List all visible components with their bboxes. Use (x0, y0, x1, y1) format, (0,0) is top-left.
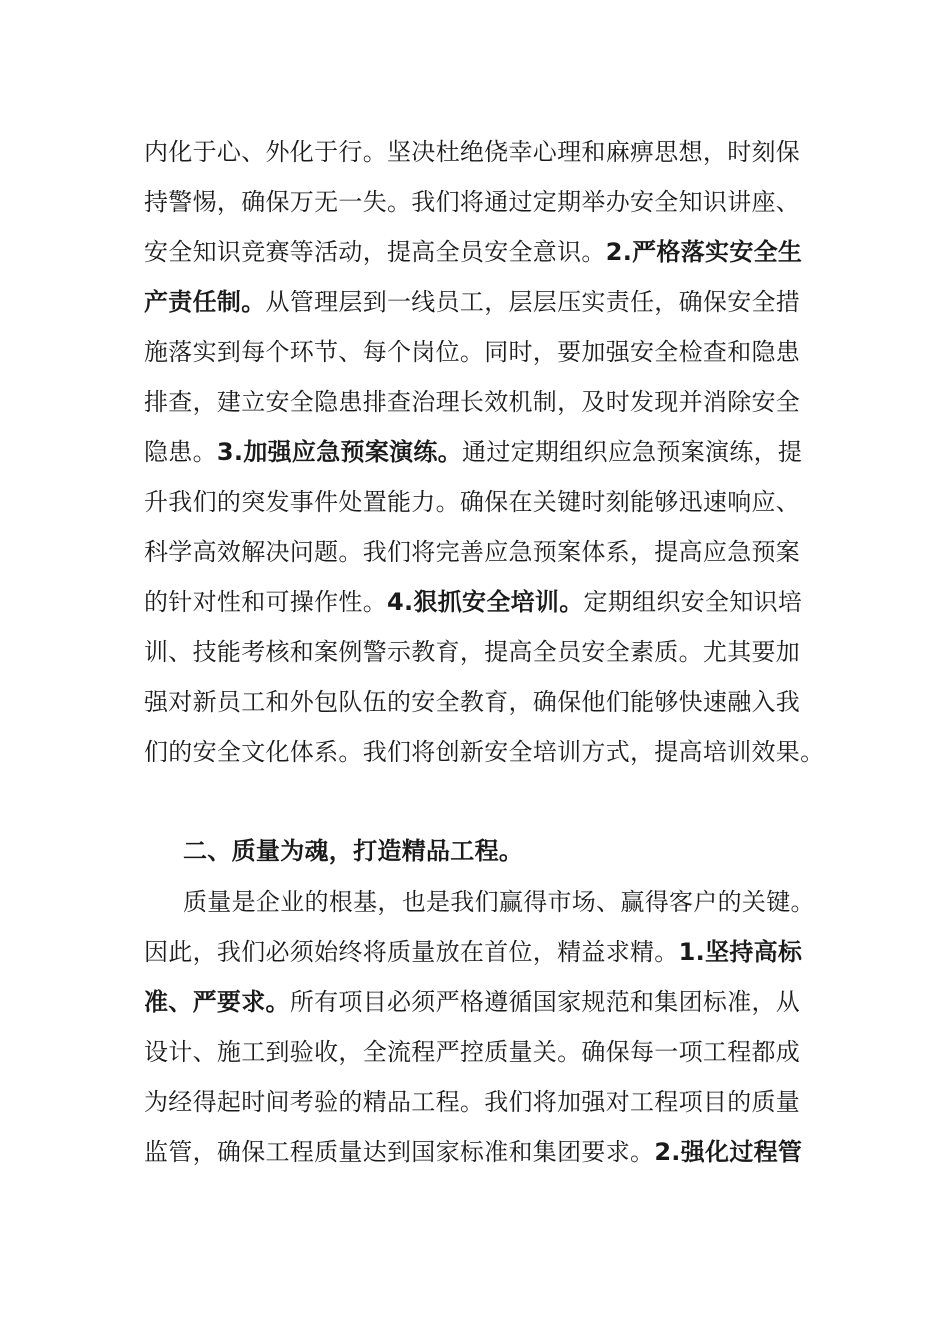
text-line: 准、严要求。所有项目必须严格遵循国家规范和集团标准，从 (144, 988, 801, 1016)
bold-heading-text: 4.狠抓安全培训。 (387, 588, 584, 616)
text-line: 质量是企业的根基，也是我们赢得市场、赢得客户的关键。 (183, 888, 815, 916)
text-line: 排查，建立安全隐患排查治理长效机制，及时发现并消除安全 (144, 388, 801, 416)
text-line: 的针对性和可操作性。4.狠抓安全培训。定期组织安全知识培 (144, 588, 803, 616)
text-line: 强对新员工和外包队伍的安全教育，确保他们能够快速融入我 (144, 688, 801, 716)
text-line: 们的安全文化体系。我们将创新安全培训方式，提高培训效果。 (144, 738, 825, 766)
text-line: 安全知识竞赛等活动，提高全员安全意识。2.严格落实安全生 (144, 238, 803, 266)
text-line: 监管，确保工程质量达到国家标准和集团要求。2.强化过程管 (144, 1138, 803, 1166)
bold-heading-text: 2.强化过程管 (654, 1138, 803, 1166)
text-line: 施落实到每个环节、每个岗位。同时，要加强安全检查和隐患 (144, 338, 801, 366)
text-line: 升我们的突发事件处置能力。确保在关键时刻能够迅速响应、 (144, 488, 801, 516)
text-line: 内化于心、外化于行。坚决杜绝侥幸心理和麻痹思想，时刻保 (144, 138, 801, 166)
text-line: 持警惕，确保万无一失。我们将通过定期举办安全知识讲座、 (144, 188, 801, 216)
text-line: 因此，我们必须始终将质量放在首位，精益求精。1.坚持高标 (144, 938, 803, 966)
bold-heading-text: 3.加强应急预案演练。 (216, 438, 463, 466)
bold-heading-text: 1.坚持高标 (678, 938, 803, 966)
text-line: 科学高效解决问题。我们将完善应急预案体系，提高应急预案 (144, 538, 801, 566)
text-line: 设计、施工到验收，全流程严控质量关。确保每一项工程都成 (144, 1038, 801, 1066)
text-line: 隐患。3.加强应急预案演练。通过定期组织应急预案演练，提 (144, 438, 803, 466)
bold-heading-text: 准、严要求。 (144, 988, 290, 1016)
text-line: 产责任制。从管理层到一线员工，层层压实责任，确保安全措 (144, 288, 801, 316)
bold-heading-text: 产责任制。 (144, 288, 266, 316)
text-line: 为经得起时间考验的精品工程。我们将加强对工程项目的质量 (144, 1088, 801, 1116)
bold-heading-text: 2.严格落实安全生 (605, 238, 803, 266)
section-heading: 二、质量为魂，打造精品工程。 (183, 837, 524, 865)
text-line: 训、技能考核和案例警示教育，提高全员安全素质。尤其要加 (144, 638, 801, 666)
